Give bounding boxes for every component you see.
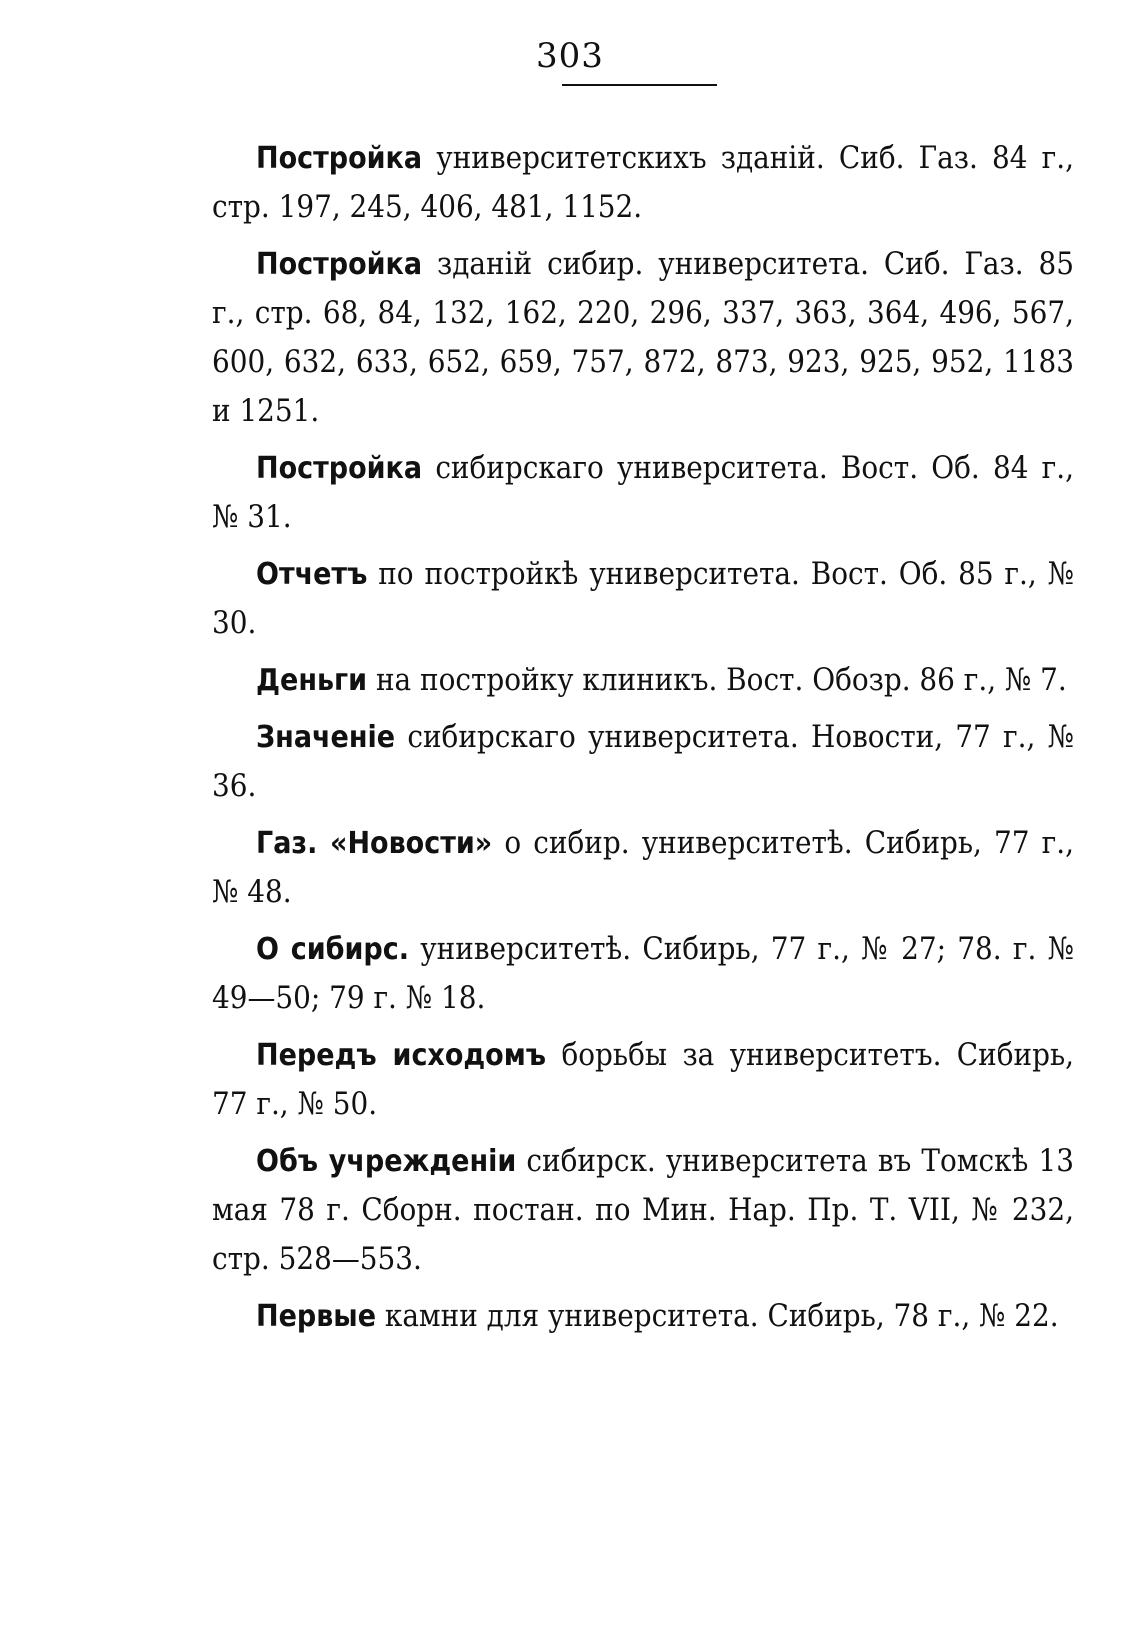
- entry-text: по постройкѣ университета. Вост. Об. 85 г., № 30.: [212, 556, 1074, 641]
- entry-text: о сибир. университетѣ. Сибирь, 77 г., № 48.: [212, 825, 1074, 910]
- entry-text: университетскихъ зданій. Сиб. Газ. 84 г., стр. 197, 245, 406, 481, 1152.: [212, 140, 1075, 225]
- page-number-rule: [562, 84, 717, 86]
- bibliography-entry: [212, 134, 1074, 232]
- bibliography-entry: [212, 1292, 1074, 1341]
- entry-text: сибирск. университета въ Томскѣ 13 мая 78 г. Сборн. постан. по Мин. Нар. Пр. Т. VII, № 232, стр. 528—553.: [212, 1143, 1074, 1277]
- entry-text: на постройку клиникъ. Вост. Обозр. 86 г., № 7.: [375, 662, 1067, 698]
- bibliography-entry: [212, 550, 1074, 648]
- entry-text: камни для университета. Сибирь, 78 г., № 22.: [384, 1298, 1059, 1334]
- entry-lead: Объ учрежденіи: [256, 1144, 517, 1179]
- bibliography-entry: [212, 713, 1074, 811]
- bibliography-entry: [212, 1137, 1074, 1284]
- page-number: 303: [536, 36, 604, 76]
- entry-lead: Постройка: [256, 247, 423, 282]
- entry-lead: Первые: [256, 1299, 377, 1334]
- entry-lead: Постройка: [256, 451, 423, 486]
- entry-lead: Постройка: [256, 141, 423, 176]
- bibliography-entry: [212, 656, 1074, 705]
- entry-lead: Отчетъ: [256, 557, 368, 592]
- entry-lead: О сибирс.: [256, 932, 409, 967]
- entry-lead: Деньги: [256, 663, 368, 698]
- entry-text: университетѣ. Сибирь, 77 г., № 27; 78. г. № 49—50; 79 г. № 18.: [212, 931, 1075, 1016]
- bibliography-entry: [212, 925, 1074, 1023]
- bibliography-list: [212, 134, 1074, 1349]
- bibliography-entry: [212, 1031, 1074, 1129]
- entry-lead: Газ. «Новости»: [256, 826, 493, 861]
- bibliography-entry: [212, 444, 1074, 542]
- bibliography-entry: [212, 819, 1074, 917]
- entry-text: борьбы за университетъ. Сибирь, 77 г., № 50.: [212, 1037, 1074, 1122]
- entry-lead: Передъ исходомъ: [256, 1038, 547, 1073]
- bibliography-entry: [212, 240, 1074, 436]
- entry-text: сибирскаго университета. Вост. Об. 84 г., № 31.: [212, 450, 1074, 535]
- entry-text: сибирскаго университета. Новости, 77 г., № 36.: [212, 719, 1074, 804]
- entry-lead: Значеніе: [256, 720, 396, 755]
- entry-text: зданій сибир. университета. Сиб. Газ. 85 г., стр. 68, 84, 132, 162, 220, 296, 337, 363, 364, 496, 567, 600, 632, 633, 652, 659, 757, 872, 873, 923, 925, 952, 1183 и 1251.: [212, 246, 1075, 429]
